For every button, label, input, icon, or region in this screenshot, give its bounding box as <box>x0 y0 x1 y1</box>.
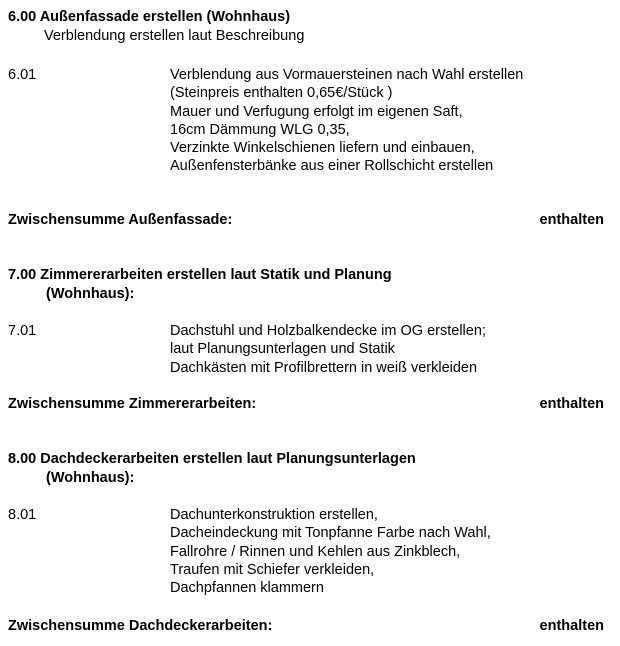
description-line: Dacheindeckung mit Tonpfanne Farbe nach Wahl, <box>170 525 491 542</box>
description-line: Verzinkte Winkelschienen liefern und einbauen, <box>170 140 475 157</box>
section-7-subtotal-value: enthalten <box>539 396 604 412</box>
description-line: Dachkästen mit Profilbrettern in weiß verkleiden <box>170 359 478 376</box>
section-6-subtotal-label: Zwischensumme Außenfassade: <box>8 212 233 228</box>
section-6-subheading: Verblendung erstellen laut Beschreibung <box>44 28 305 44</box>
section-7-subheading: (Wohnhaus): <box>46 286 135 302</box>
description-line: Dachunterkonstruktion erstellen, <box>170 507 378 523</box>
description-line: laut Planungsunterlagen und Statik <box>170 341 395 358</box>
section-6-subtotal-value: enthalten <box>539 212 604 228</box>
section-8-subheading: (Wohnhaus): <box>46 470 135 486</box>
section-7-heading: 7.00 Zimmererarbeiten erstellen laut Statik und Planung <box>8 267 392 283</box>
description-line: Dachpfannen klammern <box>170 580 324 597</box>
description-line: 16cm Dämmung WLG 0,35, <box>170 121 350 138</box>
section-6-heading: 6.00 Außenfassade erstellen (Wohnhaus) <box>8 9 291 25</box>
item-8-01-number: 8.01 <box>8 507 37 523</box>
item-7-01-number: 7.01 <box>8 323 37 339</box>
section-8-subtotal-label: Zwischensumme Dachdeckerarbeiten: <box>8 618 273 634</box>
description-line: Verblendung aus Vormauersteinen nach Wahl erstellen <box>170 67 524 83</box>
description-line: (Steinpreis enthalten 0,65€/Stück ) <box>170 85 393 102</box>
section-8-heading: 8.00 Dachdeckerarbeiten erstellen laut Planungsunterlagen <box>8 451 416 467</box>
section-7-subtotal-label: Zwischensumme Zimmererarbeiten: <box>8 396 257 412</box>
description-line: Fallrohre / Rinnen und Kehlen aus Zinkblech, <box>170 543 461 560</box>
description-line: Außenfensterbänke aus einer Rollschicht erstellen <box>170 158 494 175</box>
item-8-01-description <box>170 506 491 597</box>
item-7-01-description <box>170 322 486 377</box>
section-8-subtotal-value: enthalten <box>539 618 604 634</box>
description-line: Mauer und Verfugung erfolgt im eigenen Saft, <box>170 103 463 120</box>
item-6-01-number: 6.01 <box>8 67 37 83</box>
description-line: Dachstuhl und Holzbalkendecke im OG erstellen; <box>170 323 486 339</box>
item-6-01-description <box>170 66 523 176</box>
description-line: Traufen mit Schiefer verkleiden, <box>170 561 375 578</box>
